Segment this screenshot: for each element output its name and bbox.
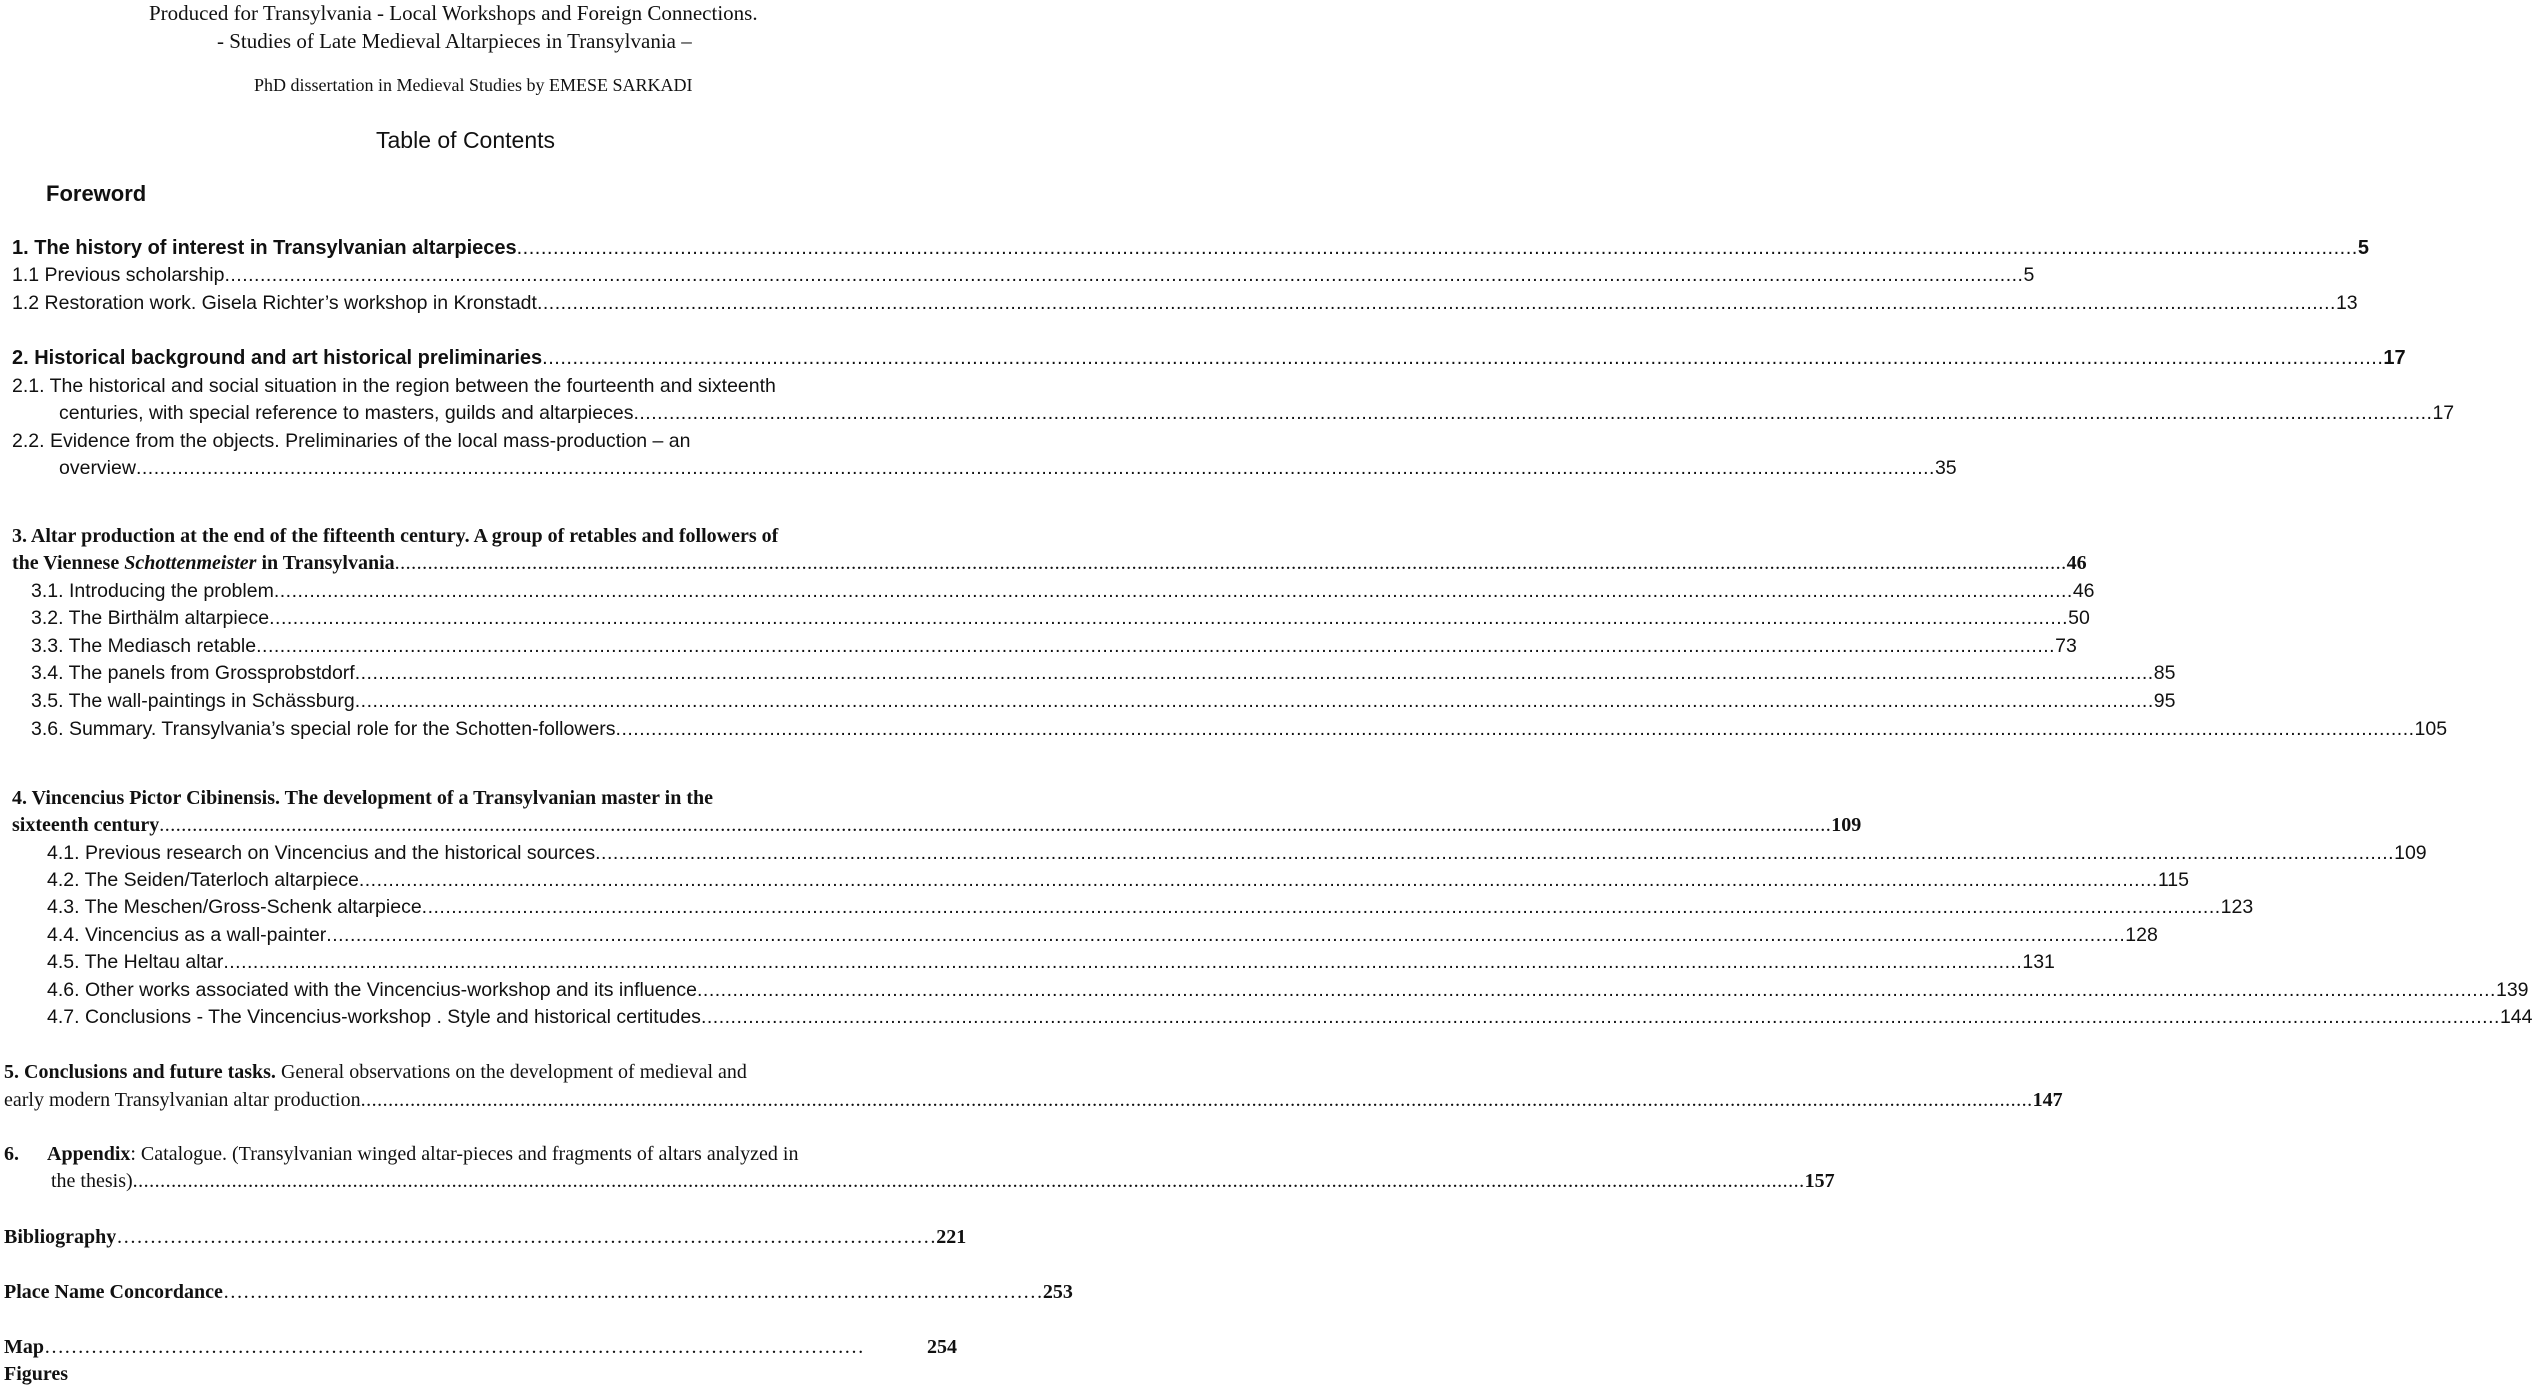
toc-page-number: 105 [2414, 718, 2448, 740]
toc-heading: Table of Contents [376, 127, 556, 153]
toc-page-number: 5 [2357, 237, 2369, 259]
toc-entry-chapter-4-line-2[interactable] [12, 812, 1862, 839]
chapter-3-title-part: in Transylvania [256, 552, 395, 574]
chapter-6-title: Appendix [47, 1143, 131, 1165]
dot-leader [326, 922, 2125, 949]
toc-page-number: 109 [1831, 814, 1862, 836]
toc-page-number: 35 [1934, 457, 1957, 479]
toc-entry-label: 4.6. Other works associated with the Vincencius-workshop and its influence [47, 979, 697, 1001]
dot-leader [159, 812, 1831, 839]
toc-entry-section-3-3[interactable] [31, 633, 2077, 660]
toc-entry-section-4-3[interactable] [47, 894, 2254, 921]
dot-leader [44, 1334, 927, 1361]
toc-entry-section-3-5[interactable] [31, 688, 2176, 715]
chapter-6-subtitle: : Catalogue. (Transylvanian winged altar-pieces and fragments of altars analyzed in [130, 1143, 799, 1165]
toc-page-number: 17 [2432, 402, 2455, 424]
toc-entry-label: 4.7. Conclusions - The Vincencius-workshop . Style and historical certitudes [47, 1006, 701, 1028]
chapter-3-title-part: the Viennese [12, 552, 125, 574]
chapter-3-title-emphasis: Schottenmeister [124, 552, 257, 574]
toc-entry-label: Place Name Concordance [4, 1281, 223, 1303]
dot-leader [269, 605, 2068, 632]
toc-entry-section-4-1[interactable] [47, 840, 2427, 867]
toc-entry-label: 3.4. The panels from Grossprobstdorf [31, 662, 355, 684]
dot-leader [359, 867, 2158, 894]
toc-page-number: 50 [2068, 607, 2090, 629]
toc-entry-section-2-1-line-1[interactable]: 2.1. The historical and social situation in the region between the fourteenth and sixteenth [12, 375, 776, 397]
toc-entry-label: Map [4, 1336, 44, 1358]
dot-leader [355, 660, 2154, 687]
toc-entry-label: the thesis) [51, 1170, 133, 1192]
dot-leader [355, 688, 2154, 715]
toc-entry-section-4-2[interactable] [47, 867, 2189, 894]
toc-entry-label: 3.6. Summary. Transylvania’s special role for the Schotten-followers [31, 718, 616, 740]
dot-leader [422, 894, 2221, 921]
toc-page-number: 253 [1042, 1281, 1073, 1303]
toc-entry-label: 4.4. Vincencius as a wall-painter [47, 924, 327, 946]
toc-entry-label: centuries, with special reference to masters, guilds and altarpieces [59, 402, 634, 424]
toc-entry-label: 3.1. Introducing the problem [31, 580, 274, 602]
toc-page-number: 73 [2055, 635, 2077, 657]
dot-leader [361, 1087, 2033, 1114]
dot-leader [223, 949, 2022, 976]
toc-entry-section-1-1[interactable] [12, 262, 2035, 289]
dot-leader [537, 290, 2336, 317]
dot-leader [256, 633, 2055, 660]
toc-entry-chapter-5-line-1[interactable] [4, 1059, 747, 1086]
toc-entry-map[interactable] [4, 1334, 957, 1361]
toc-page-number: 46 [2066, 552, 2087, 574]
toc-entry-place-name-concordance[interactable] [4, 1279, 1073, 1306]
chapter-5-title: 5. Conclusions and future tasks. [4, 1061, 276, 1083]
toc-entry-section-2-2-line-2[interactable] [59, 455, 1957, 482]
toc-page-number: 254 [927, 1336, 957, 1358]
toc-entry-label: 3.2. The Birthälm altarpiece [31, 607, 270, 629]
toc-entry-label: 4.5. The Heltau altar [47, 951, 224, 973]
dot-leader [133, 1168, 1805, 1195]
foreword-heading: Foreword [46, 181, 147, 206]
toc-entry-label: 4.1. Previous research on Vincencius and the historical sources [47, 842, 596, 864]
toc-page-number: 131 [2022, 951, 2055, 973]
toc-entry-section-4-5[interactable] [47, 949, 2055, 976]
toc-entry-chapter-4-line-1[interactable]: 4. Vincencius Pictor Cibinensis. The development of a Transylvanian master in the [12, 787, 713, 809]
toc-entry-section-2-2-line-1[interactable]: 2.2. Evidence from the objects. Preliminaries of the local mass-production – an [12, 430, 691, 452]
toc-entry-bibliography[interactable] [4, 1224, 967, 1251]
toc-page-number: 139 [2495, 979, 2529, 1001]
toc-entry-section-3-4[interactable] [31, 660, 2176, 687]
toc-entry-section-4-7[interactable] [47, 1004, 2532, 1031]
toc-page-number: 128 [2125, 924, 2158, 946]
toc-page-number: 123 [2220, 896, 2254, 918]
toc-entry-label: 3.3. The Mediasch retable [31, 635, 257, 657]
toc-entry-label [12, 550, 395, 577]
dot-leader [224, 262, 2023, 289]
dot-leader [274, 578, 2073, 605]
toc-entry-label: 1.2 Restoration work. Gisela Richter’s workshop in Kronstadt [12, 292, 537, 314]
toc-entry-label: sixteenth century [12, 814, 160, 836]
dot-leader [116, 1224, 936, 1251]
toc-entry-chapter-3-line-1[interactable]: 3. Altar production at the end of the fifteenth century. A group of retables and followers of [12, 525, 779, 547]
toc-entry-section-1-2[interactable] [12, 290, 2358, 317]
dot-leader [633, 400, 2432, 427]
toc-page-number: 147 [2032, 1089, 2063, 1111]
toc-page-number: 144 [2499, 1006, 2532, 1028]
toc-entry-label: 4.3. The Meschen/Gross-Schenk altarpiece [47, 896, 422, 918]
toc-page-number: 95 [2153, 690, 2176, 712]
dissertation-author-line: PhD dissertation in Medieval Studies by EMESE SARKADI [254, 75, 693, 95]
dot-leader [616, 716, 2415, 743]
toc-entry-chapter-2[interactable] [12, 345, 2406, 372]
toc-entry-section-3-2[interactable] [31, 605, 2090, 632]
toc-entry-section-3-6[interactable] [31, 716, 2448, 743]
toc-entry-chapter-6-line-1[interactable] [4, 1141, 798, 1168]
toc-entry-section-4-4[interactable] [47, 922, 2158, 949]
toc-entry-label: Bibliography [4, 1226, 117, 1248]
toc-entry-chapter-5-line-2[interactable] [4, 1087, 2063, 1114]
dot-leader [517, 235, 2358, 262]
dissertation-title-line-2: - Studies of Late Medieval Altarpieces in Transylvania – [217, 29, 692, 53]
toc-entry-chapter-6-line-2[interactable] [51, 1168, 1835, 1195]
toc-entry-chapter-1[interactable] [12, 235, 2369, 262]
toc-page-number: 85 [2153, 662, 2176, 684]
toc-entry-label: 1.1 Previous scholarship [12, 264, 225, 286]
dot-leader [595, 840, 2394, 867]
toc-entry-section-4-6[interactable] [47, 977, 2529, 1004]
toc-entry-label: 1. The history of interest in Transylvanian altarpieces [12, 237, 517, 259]
toc-page-number: 221 [936, 1226, 967, 1248]
dot-leader [223, 1279, 1043, 1306]
dot-leader [395, 550, 2067, 577]
toc-page-number: 17 [2383, 347, 2406, 369]
chapter-6-number: 6. [4, 1143, 19, 1165]
dot-leader [542, 345, 2383, 372]
chapter-5-subtitle: General observations on the development of medieval and [275, 1061, 747, 1083]
toc-page-number: 46 [2072, 580, 2095, 602]
dot-leader [697, 977, 2496, 1004]
toc-entry-figures[interactable]: Figures [4, 1363, 69, 1385]
toc-entry-section-3-1[interactable] [31, 578, 2095, 605]
toc-entry-label: early modern Transylvanian altar production [4, 1089, 361, 1111]
toc-entry-label: 2. Historical background and art historical preliminaries [12, 347, 543, 369]
toc-entry-chapter-3-line-2[interactable] [12, 550, 2087, 577]
dot-leader [136, 455, 1935, 482]
toc-page-number: 5 [2023, 264, 2035, 286]
toc-entry-label: 4.2. The Seiden/Taterloch altarpiece [47, 869, 359, 891]
toc-page-number: 115 [2157, 869, 2189, 891]
toc-entry-section-2-1-line-2[interactable] [59, 400, 2455, 427]
toc-entry-label: overview [59, 457, 136, 479]
toc-page-number: 13 [2335, 292, 2358, 314]
toc-page-number: 109 [2394, 842, 2427, 864]
toc-entry-label: 3.5. The wall-paintings in Schässburg [31, 690, 355, 712]
toc-page-number: 157 [1804, 1170, 1835, 1192]
dissertation-title-line-1: Produced for Transylvania - Local Workshops and Foreign Connections. [149, 1, 758, 25]
dot-leader [701, 1004, 2500, 1031]
